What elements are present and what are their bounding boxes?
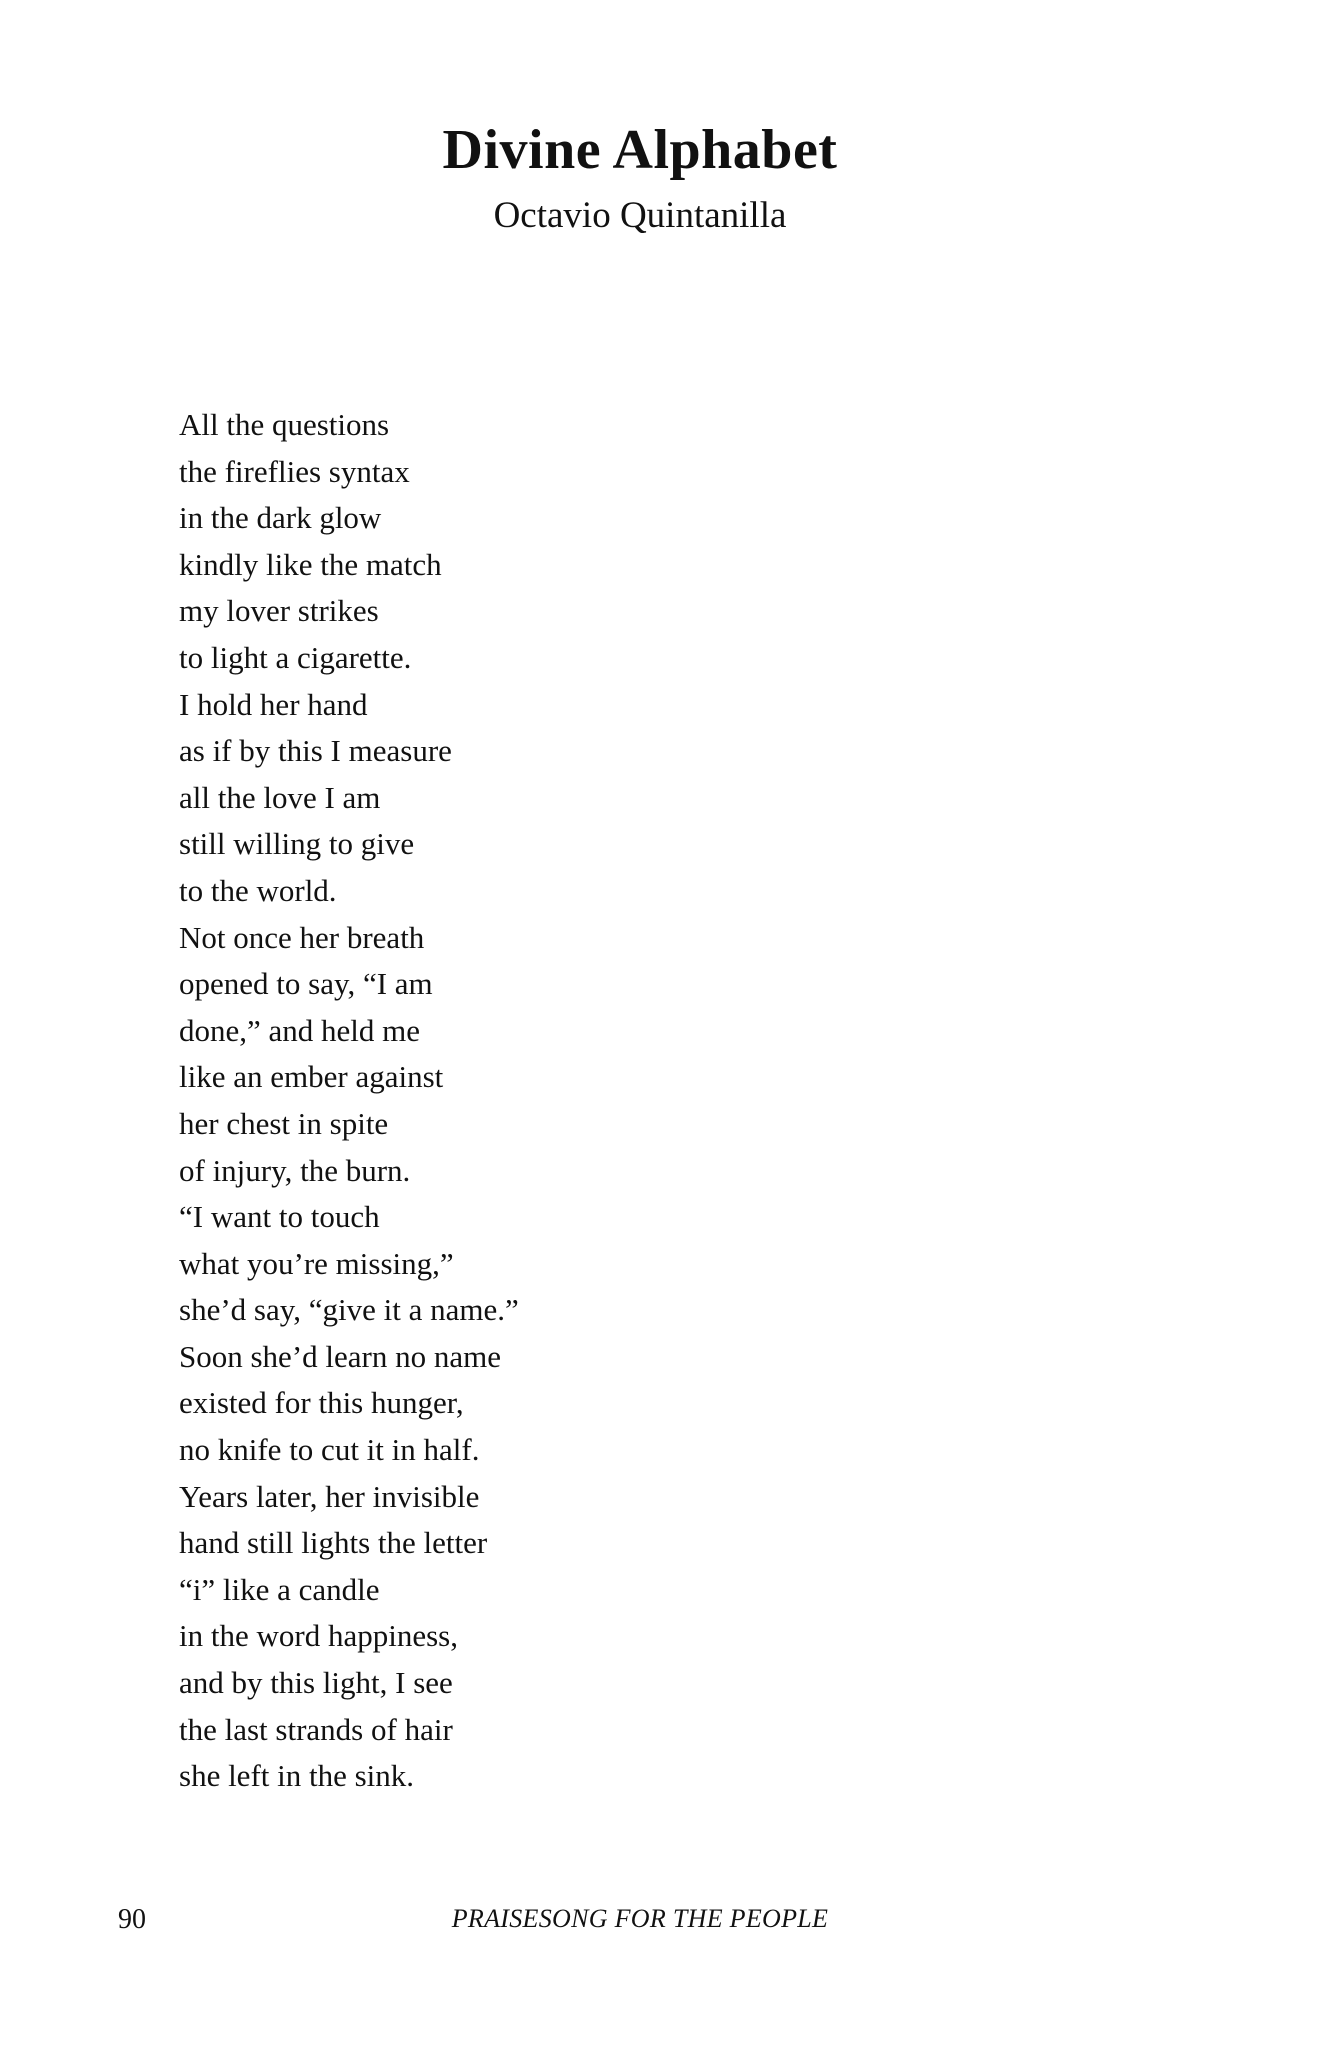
page-number: 90 [118,1904,146,1935]
poem-line: I hold her hand [179,686,368,722]
poem-line: Years later, her invisible [179,1478,480,1514]
poem-line: to the world. [179,872,337,908]
poem-line: All the questions [179,407,390,442]
poem-line: all the love I am [179,779,381,815]
poem-line: she left in the sink. [179,1758,415,1794]
poem-author: Octavio Quintanilla [493,195,787,236]
poem-line: like an ember against [179,1059,444,1095]
poem-line: “i” like a candle [179,1571,380,1607]
poem-line: what you’re missing,” [179,1245,454,1281]
poem-line: kindly like the match [179,546,442,582]
poem-line: Not once her breath [179,919,425,955]
poem-line: in the word happiness, [179,1618,458,1654]
poem-title: Divine Alphabet [442,119,838,181]
poem-line: the last strands of hair [179,1711,453,1747]
poem-line: my lover strikes [179,593,379,629]
poem-line: of injury, the burn. [179,1152,411,1188]
poem-line: “I want to touch [179,1199,380,1235]
poem-line: her chest in spite [179,1105,389,1141]
poem-line: to light a cigarette. [179,639,412,675]
poem-line: still willing to give [179,826,415,862]
poem-line: existed for this hunger, [179,1385,464,1421]
poem-line: as if by this I measure [179,733,452,769]
poem-line: Soon she’d learn no name [179,1338,501,1374]
poem-line: in the dark glow [179,500,382,536]
running-footer-book-title: PRAISESONG FOR THE PEOPLE [451,1904,829,1933]
poem-line: hand still lights the letter [179,1525,488,1561]
poem-line: she’d say, “give it a name.” [179,1292,519,1328]
poem-line: no knife to cut it in half. [179,1432,480,1468]
poem-line: and by this light, I see [179,1665,453,1701]
poem-body [179,402,519,1800]
poem-line: the fireflies syntax [179,453,410,489]
poem-line: done,” and held me [179,1012,421,1048]
poem-line: opened to say, “I am [179,966,433,1002]
